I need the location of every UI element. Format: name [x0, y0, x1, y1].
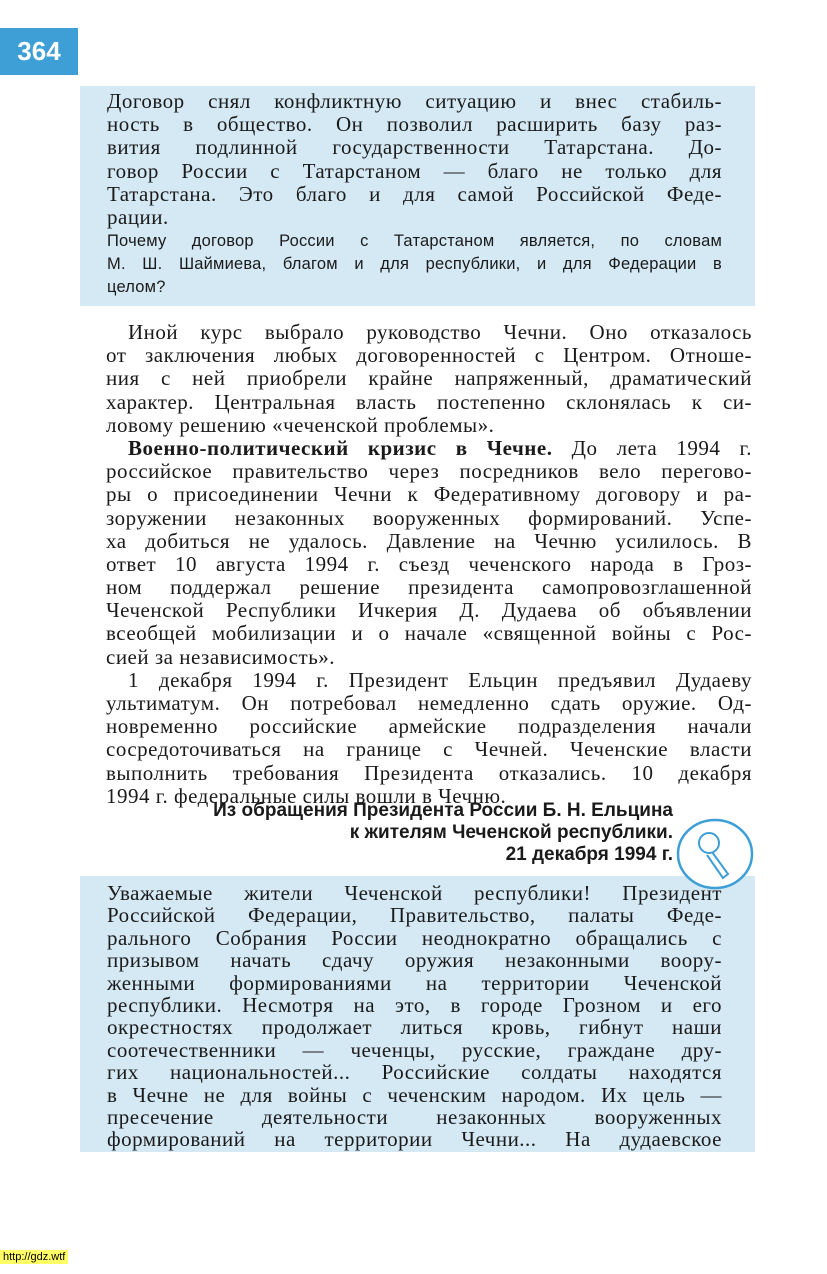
text-line: ность в общество. Он позволил расширить базу раз-	[107, 112, 722, 137]
text-line: женными формированиями на территории Чеченской	[107, 970, 722, 995]
text-line: характер. Центральная власть постепенно склонялась к си-	[106, 389, 752, 414]
text-line: республики. Несмотря на это, в городе Грозном и его	[107, 992, 722, 1017]
text-line: Уважаемые жители Чеченской республики! Президент	[107, 881, 722, 905]
quote-text	[107, 90, 722, 229]
text-line: 1 декабря 1994 г. Президент Ельцин предъявил Дудаеву	[128, 667, 752, 692]
text-line: Татарстана. Это благо и для самой Российской Феде-	[107, 181, 722, 206]
text-line: гих национальностей... Российские солдаты находятся	[107, 1060, 722, 1085]
text-line: сией за независимость».	[106, 644, 336, 669]
text-line: ния с ней приобрели крайне напряженный, драматический	[106, 366, 752, 391]
text-line: Иной курс выбрало руководство Чечни. Оно отказалось	[128, 320, 752, 344]
main-text	[106, 321, 752, 808]
text-line: ном поддержал решение президента самопровозглашенной	[106, 575, 752, 600]
magnifier-icon	[676, 818, 754, 890]
text-line: пресечение деятельности незаконных вооруженных	[107, 1104, 722, 1129]
text-line: М. Ш. Шаймиева, благом и для республики, и для Федерации в	[107, 255, 722, 273]
text-line: сосредоточиваться на границе с Чечней. Чеченские власти	[106, 737, 752, 762]
source-text	[107, 882, 722, 1151]
text-line: 1994 г. федеральные силы вошли в Чечню.	[106, 783, 507, 808]
text-line: новременно российские армейские подразделения начали	[106, 714, 752, 739]
text-line: российское правительство через посредников вело перегово-	[106, 459, 752, 484]
source-heading-line: Из обращения Президента России Б. Н. Ельцина	[213, 800, 673, 821]
text-line: соотечественники — чеченцы, русские, граждане дру-	[107, 1037, 722, 1062]
text-line: ры о присоединении Чечни к Федеративному договору и ра-	[106, 482, 752, 507]
text-line: Чеченской Республики Ичкерия Д. Дудаева об объявлении	[106, 598, 752, 623]
text-line: вития подлинной государственности Татарстана. До-	[107, 135, 722, 160]
text-line: ультиматум. Он потребовал немедленно сдать оружие. Од-	[106, 691, 752, 715]
text-line: целом?	[107, 278, 166, 296]
text-line: ловому решению «чеченской проблемы».	[106, 412, 495, 437]
source-heading-line: 21 декабря 1994 г.	[505, 844, 673, 865]
text-line: Российской Федерации, Правительство, палаты Феде-	[107, 903, 722, 928]
paragraph-lead: Военно-политический кризис в Чечне.	[128, 435, 553, 460]
text-line: Договор снял конфликтную ситуацию и внес стабиль-	[107, 89, 722, 113]
text-line: призывом начать сдачу оружия незаконными воору-	[107, 948, 722, 973]
source-heading-line: к жителям Чеченской республики.	[349, 822, 673, 843]
source-heading	[100, 800, 673, 866]
text-line: ха добиться не удалось. Давление на Чечню усилилось. В	[106, 528, 752, 553]
text-line: в Чечне не для войны с чеченским народом. Их цель —	[107, 1082, 722, 1107]
text-line: ответ 10 августа 1994 г. съезд чеченского народа в Гроз-	[106, 551, 752, 576]
text-line: зоружении незаконных вооруженных формирований. Успе-	[106, 505, 752, 530]
question-text	[107, 230, 722, 299]
text-line: выполнить требования Президента отказались. 10 декабря	[106, 760, 752, 785]
text-line: всеобщей мобилизации и о начале «священной войны с Рос-	[106, 621, 752, 646]
text-line: от заключения любых договоренностей с Центром. Отноше-	[106, 343, 752, 368]
watermark: http://gdz.wtf	[0, 1250, 68, 1264]
text-line: Почему договор России с Татарстаном является, по словам	[107, 232, 722, 250]
text-line: Военно-политический кризис в Чечне. До лета 1994 г.	[128, 435, 753, 460]
text-line: говор России с Татарстаном — благо не только для	[107, 158, 722, 183]
text-line: рального Собрания России неоднократно обращались с	[107, 925, 722, 950]
text-line: рации.	[107, 204, 169, 229]
text-line: окрестностях продолжает литься кровь, гибнут наши	[107, 1015, 722, 1040]
page-number: 364	[0, 28, 78, 75]
text-line: формирований на территории Чечни... На дудаевское	[107, 1127, 722, 1152]
